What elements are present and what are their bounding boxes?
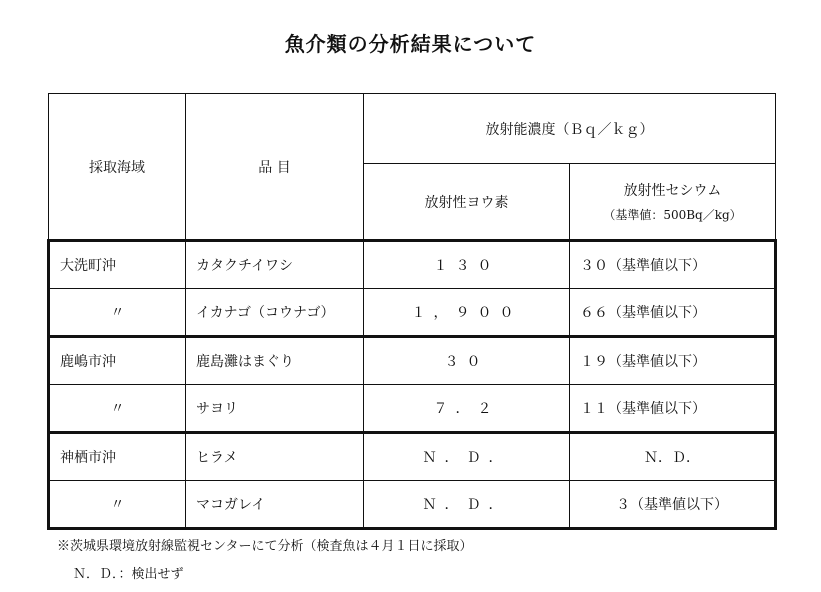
cell-cesium: １１（基準値以下）: [570, 385, 776, 433]
analysis-note: ※茨城県環境放射線監視センターにて分析（検査魚は４月１日に採取）: [57, 539, 473, 554]
header-cesium: 放射性セシウム: [623, 183, 722, 199]
header-row-1: [49, 94, 776, 164]
header-item: 品 目: [186, 94, 364, 241]
cell-item: ヒラメ: [186, 433, 364, 481]
cell-cesium: ３０（基準値以下）: [570, 241, 776, 289]
cell-iodine: ７．２: [364, 385, 570, 433]
cell-cesium: １９（基準値以下）: [570, 337, 776, 385]
table-row: [49, 481, 776, 529]
cell-area: 〃: [49, 289, 186, 337]
cell-iodine: １，９００: [364, 289, 570, 337]
cell-iodine: Ｎ．Ｄ．: [364, 481, 570, 529]
cell-iodine: １３０: [364, 241, 570, 289]
cell-item: 鹿島灘はまぐり: [186, 337, 364, 385]
header-cesium-cell: [570, 164, 776, 241]
cell-area: 鹿嶋市沖: [49, 337, 186, 385]
cell-item: イカナゴ（コウナゴ）: [186, 289, 364, 337]
header-cesium-limit: （基準値：500Bq／kg）: [603, 208, 742, 222]
page-title: 魚介類の分析結果について: [284, 32, 537, 56]
table-row: [49, 241, 776, 289]
nd-note: Ｎ．Ｄ．：検出せず: [73, 567, 184, 582]
cell-item: カタクチイワシ: [186, 241, 364, 289]
header-concentration: 放射能濃度（Ｂｑ／ｋｇ）: [364, 94, 776, 164]
cell-cesium: ６６（基準値以下）: [570, 289, 776, 337]
table-row: [49, 385, 776, 433]
header-iodine: 放射性ヨウ素: [364, 164, 570, 241]
cell-item: マコガレイ: [186, 481, 364, 529]
cell-iodine: ３０: [364, 337, 570, 385]
cell-area: 〃: [49, 481, 186, 529]
cell-area: 神栖市沖: [49, 433, 186, 481]
cell-item: サヨリ: [186, 385, 364, 433]
table-row: [49, 433, 776, 481]
table-row: [49, 289, 776, 337]
cell-cesium: ３（基準値以下）: [570, 481, 776, 529]
header-area: 採取海域: [49, 94, 186, 241]
cell-cesium: Ｎ．Ｄ．: [570, 433, 776, 481]
cell-area: 大洗町沖: [49, 241, 186, 289]
analysis-table: [47, 93, 777, 530]
cell-iodine: Ｎ．Ｄ．: [364, 433, 570, 481]
cell-area: 〃: [49, 385, 186, 433]
table-row: [49, 337, 776, 385]
